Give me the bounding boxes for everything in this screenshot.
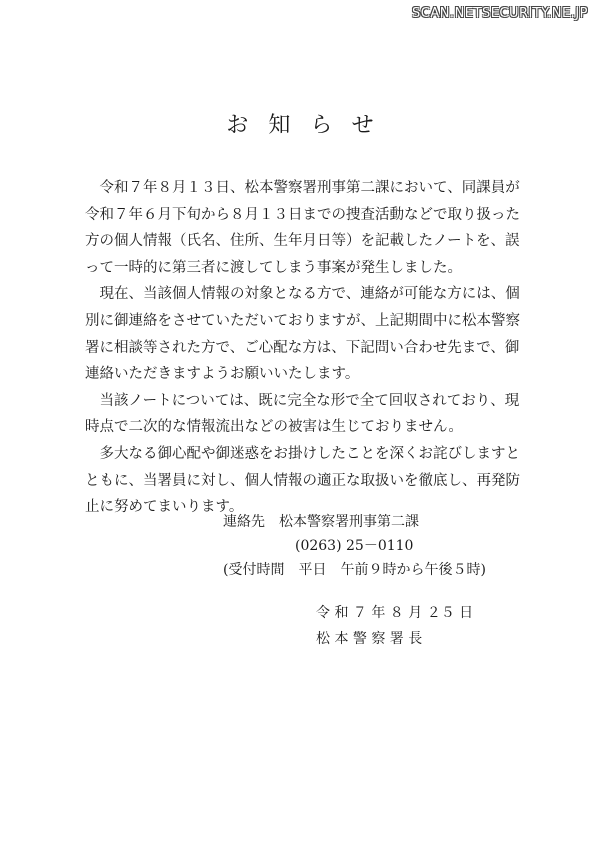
contact-phone: (0263) 25－0110 (295, 538, 414, 554)
paragraph-incident: 令和７年８月１３日、松本警察署刑事第二課において、同課員が令和７年６月下旬から８月１３日までの捜査活動などで取り扱った方の個人情報（氏名、住所、生年月日等）を記載したノートを、誤って一時的に第三者に渡してしまう事案が発生しました。 (85, 180, 520, 276)
site-watermark: SCAN.NETSECURITY.NE.JP (411, 6, 588, 21)
signature-block (316, 600, 473, 652)
notice-body (85, 175, 525, 521)
contact-block (223, 510, 486, 582)
issuer-name: 松 本 警 察 署 長 (316, 631, 423, 647)
contact-label: 連絡先 松本警察署刑事第二課 (223, 514, 419, 530)
paragraph-recovery: 当該ノートについては、既に完全な形で全て回収されており、現時点で二次的な情報流出などの被害は生じておりません。 (85, 392, 520, 436)
paragraph-contact-request: 現在、当該個人情報の対象となる方で、連絡が可能な方には、個別に御連絡をさせていただいておりますが、上記期間中に松本警察署に相談等された方で、ご心配な方は、下記問い合わせ先まで、御連絡いただきますようお願いいたします。 (85, 286, 520, 383)
notice-title: お知らせ (226, 113, 394, 138)
contact-hours: (受付時間 平日 午前９時から午後５時) (223, 562, 486, 578)
paragraph-apology: 多大なる御心配や御迷惑をお掛けしたことを深くお詫びしますとともに、当署員に対し、個人情報の適正な取扱いを徹底し、再発防止に努めてまいります。 (85, 445, 520, 516)
issue-date: 令 和 ７ 年 ８ 月 ２５ 日 (316, 605, 474, 621)
